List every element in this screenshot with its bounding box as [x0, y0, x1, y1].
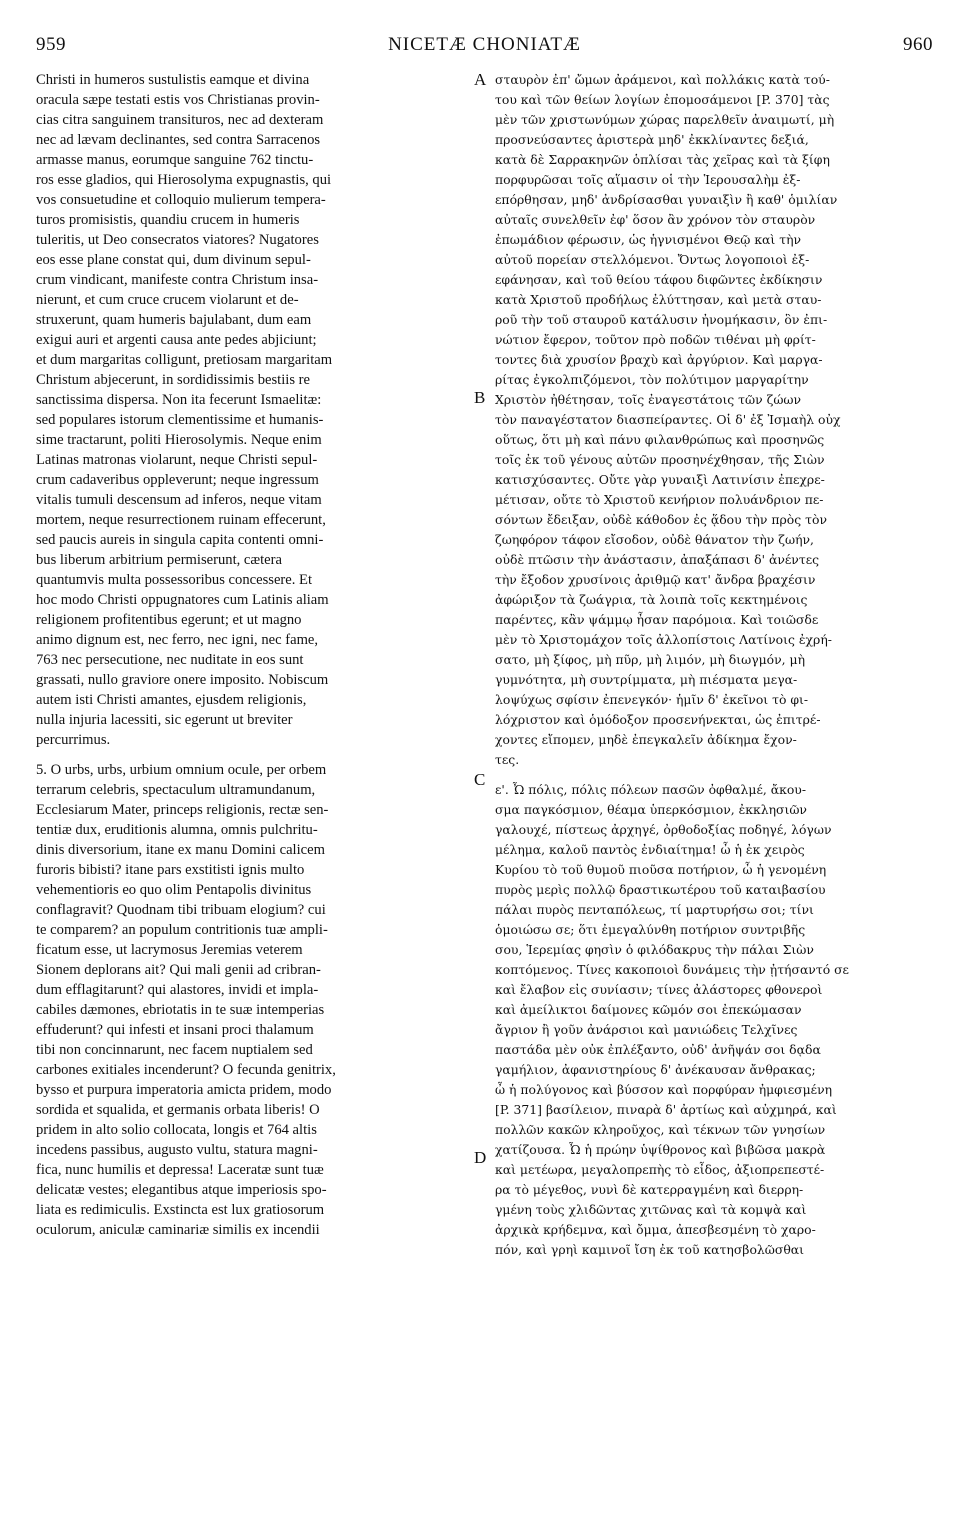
text-line: κατὰ Χριστοῦ προδήλως ἐλύττησαν, καὶ μετὰ σταυ- — [495, 292, 822, 307]
text-line: κατισχύσαντες. Οὔτε γὰρ γυναιξὶ Λατινίσιν ἐπεχρε- — [495, 472, 825, 487]
text-line: 763 nec persecutione, nec nuditate in eos sunt — [36, 652, 304, 668]
text-line: te comparem? an populum contritionis tuæ ampli- — [36, 922, 328, 938]
text-line: terrarum celebris, spectaculum ultramundanum, — [36, 782, 316, 798]
text-line: ἐπωμάδιον φέρωσιν, ὡς ἡγνισμένοι Θεῷ καὶ τὴν — [495, 232, 802, 247]
text-line: sed populares istorum clementissime et humanis- — [36, 412, 324, 428]
text-line: delicatæ vestes; elegantibus atque imperiosis spo- — [36, 1182, 327, 1198]
text-line: pridem in alto solio collocata, longis et 764 altis — [36, 1122, 317, 1138]
text-line: Christum abjecerunt, in sordidissimis bestiis re — [36, 372, 311, 388]
text-line: hoc modo Christi oppugnatores cum Latinis aliam — [36, 592, 329, 608]
text-line: cias citra sanguinem transituros, nec ad dexteram — [36, 112, 324, 128]
text-line: εφάνησαν, καὶ τοῦ θείου τάφου διφῶντες ἐκδίκησιν — [495, 272, 823, 287]
text-line: αὐτοῦ πορείαν στελλόμενοι. Ὄντως λογοποιοὶ ἐξ- — [495, 252, 810, 267]
text-line: conflagravit? Quodnam tibi tribuam elogium? cui — [36, 902, 326, 918]
text-line: λόχριστον καὶ ὁμόδοξον προσενήνεκται, ὡς ἐπιτρέ- — [495, 712, 821, 727]
text-line: γμένη τοὺς χλιδῶντας χιτῶνας καὶ τὰ κομψὰ καὶ — [495, 1202, 807, 1217]
text-line: exigui auri et argenti causa ante pedes abjiciunt; — [36, 332, 317, 348]
text-line: οὕτως, ὅτι μὴ καὶ πάνυ φιλανθρώπως καὶ προσηνῶς — [495, 432, 825, 447]
text-line: σου, Ἱερεμίας φησὶν ὁ φιλόδακρυς τὴν πάλαι Σιὼν — [495, 942, 814, 957]
text-line: Ecclesiarum Mater, princeps religionis, rectæ sen- — [36, 802, 329, 818]
text-line: animo dignum est, nec ferro, nec igni, nec fame, — [36, 632, 319, 648]
text-line: τὸν παναγέστατον διασπείραντες. Οἱ δ' ἐξ Ἰσμαὴλ οὐχ — [495, 412, 841, 427]
text-line: πάλαι πυρὸς πενταπόλεως, τί μαρτυρήσω σοι; τίνι — [495, 902, 814, 917]
text-line: μέτισαν, οὔτε τὸ Χριστοῦ κενήριον πολυάνδριον πε- — [495, 492, 824, 507]
text-line: bus liberum arbitrium permiserunt, cætera — [36, 552, 282, 568]
greek-section-5 — [495, 780, 935, 1260]
text-line: et dum margaritas colligunt, pretiosam margaritam — [36, 352, 333, 368]
text-line: turos promisistis, quandiu crucem in humeris — [36, 212, 300, 228]
text-line: percurrimus. — [36, 732, 111, 748]
text-line: πυρὸς μερὶς πολλῷ δραστικωτέρου τοῦ καταιβασίου — [495, 882, 826, 897]
text-line: μὲν τῶν χριστωνύμων χώρας παρελθεῖν ἀναιμωτί, μὴ — [495, 112, 835, 127]
column-marker-a: A — [474, 70, 487, 89]
text-line: grassati, nullo graviore onere imposito. Nobiscum — [36, 672, 329, 688]
page-number-left: 959 — [36, 34, 66, 55]
text-line: προσνεύσαντες ἀριστερὰ μηδ' ἐκκλίναντες δεξιά, — [495, 132, 809, 147]
text-line: επόρθησαν, μηδ' ἀνδρίσασθαι γυναιξὶν ἢ καθ' ὁμιλίαν — [495, 192, 838, 207]
text-line: vos consuetudine et colloquio mulierum tempera- — [36, 192, 326, 208]
text-line: ζωηφόρον τάφον εἴσοδον, οὐδὲ θάνατον τὴν ζωήν, — [495, 532, 814, 547]
text-line: oculorum, aniculæ caminariæ similis ex incendii — [36, 1222, 320, 1238]
text-line: τες. — [495, 752, 520, 767]
text-line: οὐδὲ πτῶσιν τὴν ἀνάστασιν, ἀπαξάπασι δ' ἀνέντες — [495, 552, 820, 567]
text-line: γυμνότητα, μὴ συντρίμματα, μὴ πιέσματα μεγα- — [495, 672, 798, 687]
text-line: nierunt, et cum cruce crucem violarunt et de- — [36, 292, 299, 308]
text-line: αὐταῖς συνελθεῖν ἐφ' ὅσον ἂν χρόνον τὸν σταυρὸν — [495, 212, 816, 227]
text-line: ρα τὸ μέγεθος, νυνὶ δὲ κατερραγμένη καὶ διερρη- — [495, 1182, 804, 1197]
text-line: tentiæ dux, eruditionis alumna, omnis pulchritu- — [36, 822, 318, 838]
text-line: effuderunt? qui infesti et insani proci thalamum — [36, 1022, 314, 1038]
text-line: γαμήλιον, ἀφανιστηρίους δ' ἀνέκαυσαν ἄνθρακας; — [495, 1062, 816, 1077]
text-line: sed paucis aureis in singula capita contenti omni- — [36, 532, 324, 548]
text-line: Latinas matronas violarunt, neque Christi sepul- — [36, 452, 318, 468]
text-line: oracula sæpe testati estis vos Christianas provin- — [36, 92, 320, 108]
text-line: struxerunt, quam humeris bajulabant, dum eam — [36, 312, 312, 328]
text-line: γαλουχέ, πίστεως ἀρχηγέ, ὀρθοδοξίας ποδηγέ, λόγων — [495, 822, 832, 837]
text-line: χοντες εἴπομεν, μηδὲ ἐπεγκαλεῖν ἀδίκημα ἔχον- — [495, 732, 797, 747]
page-header — [36, 34, 933, 64]
text-line: ὦ ἡ πολύγονος καὶ βύσσον καὶ πορφύραν ἠμφιεσμένη — [495, 1082, 833, 1097]
text-line: πολλῶν κακῶν κληροῦχος, καὶ τέκνων τῶν γνησίων — [495, 1122, 826, 1137]
text-line: τοντες διὰ χρυσίον βραχὺ καὶ ἀργύριον. Καὶ μαργα- — [495, 352, 823, 367]
text-line: nulla injuria lacessiti, sic egerunt ut breviter — [36, 712, 293, 728]
latin-top-paragraph — [36, 70, 470, 750]
text-line: fica, nunc humilis et depressa! Laceratæ sunt tuæ — [36, 1162, 324, 1178]
text-line: armasse manus, eorumque sanguine 762 tinctu- — [36, 152, 314, 168]
text-line: ε'. Ὦ πόλις, πόλις πόλεων πασῶν ὀφθαλμέ, ἄκου- — [495, 782, 807, 797]
text-line: πόν, καὶ γρηὶ καμινοῖ ἴση ἐκ τοῦ κατησβολῶσθαι — [495, 1242, 805, 1257]
text-line: ὁμοιώσω σε; ὅτι ἐμεγαλύνθη ποτήριον συντριβῆς — [495, 922, 806, 937]
text-line: σόντων ἔδειξαν, οὐδὲ κάθοδον ἐς ᾅδου τὴν πρὸς τὸν — [495, 512, 827, 527]
text-line: nec ad lævam declinantes, sed contra Sarracenos — [36, 132, 321, 148]
text-line: ros esse gladios, qui Hierosolyma expugnastis, qui — [36, 172, 332, 188]
text-line: tibi non concinnarunt, nec facem nuptialem sed — [36, 1042, 313, 1058]
text-line: μὲν τὸ Χριστομάχον τοῖς ἀλλοπίστοις Λατίνοις ἐχρή- — [495, 632, 832, 647]
text-line: sime tractarunt, politi Hierosolymis. Neque enim — [36, 432, 322, 448]
running-title: NICETÆ CHONIATÆ — [388, 34, 581, 55]
text-line: Sionem deplorans ait? Qui mali genii ad cribran- — [36, 962, 321, 978]
text-line: autem isti Christi amantes, ejusdem religionis, — [36, 692, 307, 708]
text-line: ficatum esse, ut lacrymosus Jeremias veterem — [36, 942, 303, 958]
text-line: furoris bibisti? itane pars exstitisti ignis multo — [36, 862, 305, 878]
text-line: ρίτας ἐγκολπιζόμενοι, τὸν πολύτιμον μαργαρίτην — [495, 372, 809, 387]
text-line: dinis diversorium, itane ex manu Domini calicem — [36, 842, 325, 858]
text-line: ἀφώριξον τὰ ζωάγρια, τὰ λοιπὰ τοῖς κεκτημένοις — [495, 592, 808, 607]
text-line: 5. O urbs, urbs, urbium omnium ocule, per orbem — [36, 762, 327, 778]
text-line: Κυρίου τὸ τοῦ θυμοῦ πιοῦσα ποτήριον, ὦ ἡ γενομένη — [495, 862, 827, 877]
text-line: quantumvis multa possessoribus concessere. Et — [36, 572, 313, 588]
text-line: religionem profitentibus egerunt; et ut magno — [36, 612, 302, 628]
text-line: mortem, neque resurrectionem ruinam effecerunt, — [36, 512, 326, 528]
text-line: νώτιον ἔφερον, τοῦτον πρὸ ποδῶν τιθέναι μὴ φρίτ- — [495, 332, 816, 347]
text-line: τὴν ἔξοδον χρυσίνοις ἀριθμῷ κατ' ἄνδρα βραχέσιν — [495, 572, 816, 587]
greek-top-paragraph — [495, 70, 935, 770]
text-line: [P. 371] βασίλειον, πιναρὰ δ' ἀρτίως καὶ αὐχμηρά, καὶ — [495, 1102, 837, 1117]
text-line: καὶ μετέωρα, μεγαλοπρεπὴς τὸ εἶδος, ἀξιοπρεπεστέ- — [495, 1162, 825, 1177]
text-line: crum cadaveribus oppleverunt; neque ingressum — [36, 472, 319, 488]
text-line: καὶ ἔλαβον εἰς συνίασιν; τίνες ἀλάστορες φθονεροὶ — [495, 982, 823, 997]
text-line: Χριστὸν ἠθέτησαν, τοῖς ἐναγεστάτοις τῶν ζώων — [495, 392, 802, 407]
text-line: κοπτόμενος. Τίνες κακοποιοὶ δυνάμεις τὴν ᾐτήσαντό σε — [495, 962, 849, 977]
text-line: sanctissima dispersa. Non ita fecerunt Ismaelitæ: — [36, 392, 322, 408]
text-line: cabiles dæmones, ebriotatis in te suæ intemperias — [36, 1002, 325, 1018]
text-line: σατο, μὴ ξίφος, μὴ πῦρ, μὴ λιμόν, μὴ διωγμόν, μὴ — [495, 652, 806, 667]
column-marker-c: C — [474, 770, 486, 789]
latin-section-5 — [36, 760, 470, 1240]
text-line: ροῦ τὴν τοῦ σταυροῦ κατάλυσιν ἠνομήκασιν, ὃν ἐπι- — [495, 312, 828, 327]
text-line: χατίζουσα. Ὦ ἡ πρώην ὑψίθρονος καὶ βιβῶσα μακρὰ — [495, 1142, 826, 1157]
text-line: σταυρὸν ἐπ' ὤμων ἀράμενοι, καὶ πολλάκις κατὰ τού- — [495, 72, 830, 87]
text-line: λοψύχως σφίσιν ἐπενεγκόν· ἡμῖν δ' ἐκεῖνοι τὸ φι- — [495, 692, 809, 707]
text-line: eos esse plane constat qui, dum divinum sepul- — [36, 252, 311, 268]
text-line: πορφυρῶσαι τοῖς αἵμασιν οἱ τὴν Ἱερουσαλὴμ ἐξ- — [495, 172, 801, 187]
text-line: crum vindicant, manifeste contra Christum insa- — [36, 272, 319, 288]
text-line: παστάδα μὲν οὐκ ἐπλέξαντο, οὐδ' ἀνῆψάν σοι δᾳδα — [495, 1042, 821, 1057]
text-line: ἄγριον ἢ γοῦν ἀνάρσιοι καὶ μανιώδεις Τελχῖνες — [495, 1022, 798, 1037]
greek-column — [495, 70, 935, 1260]
text-line: incedens passibus, augusto vultu, statura magni- — [36, 1142, 318, 1158]
text-line: bysso et purpura imperatoria amicta pridem, modo — [36, 1082, 332, 1098]
page-number-right: 960 — [903, 34, 933, 55]
text-line: μέλημα, καλοῦ παντὸς ἐνδιαίτημα! ὦ ἡ ἐκ χειρὸς — [495, 842, 805, 857]
text-line: sordida et squalida, et germanis orbata liberis! O — [36, 1102, 320, 1118]
column-marker-d: D — [474, 1148, 487, 1167]
text-line: vitalis tumuli descensum ad inferos, neque vitam — [36, 492, 322, 508]
text-line: vehementioris eo quo olim Pentapolis divinitus — [36, 882, 312, 898]
column-marker-b: B — [474, 388, 486, 407]
text-line: σμα παγκόσμιον, θέαμα ὑπερκόσμιον, ἐκκλησιῶν — [495, 802, 807, 817]
text-line: καὶ ἀμείλικτοι δαίμονες κῶμόν σοι ἐπεκώμασαν — [495, 1002, 802, 1017]
text-line: liata es redimiculis. Exstincta est lux gratiosorum — [36, 1202, 325, 1218]
text-line: κατὰ δὲ Σαρρακηνῶν ὁπλίσαι τὰς χεῖρας καὶ τὰ ξίφη — [495, 152, 830, 167]
text-line: Christi in humeros sustulistis eamque et divina — [36, 72, 310, 88]
text-line: του καὶ τῶν θείων λογίων ἐπομοσάμενοι [P. 370] τὰς — [495, 92, 830, 107]
text-line: tuleritis, ut Deo consecratos viatores? Nugatores — [36, 232, 319, 248]
text-line: τοῖς ἐκ τοῦ γένους αὐτῶν προσηνέχθησαν, τῆς Σιὼν — [495, 452, 825, 467]
text-line: παρέντες, κἂν ψάμμῳ ἦσαν παρόμοια. Καὶ τοιῶσδε — [495, 612, 819, 627]
text-line: carbones exitiales incenderunt? O fecunda genitrix, — [36, 1062, 336, 1078]
latin-column — [36, 70, 470, 1240]
text-line: dum efflagitarunt? qui alastores, invidi et impla- — [36, 982, 319, 998]
text-line: ἀρχικὰ κρήδεμνα, καὶ ὄμμα, ἀπεσβεσμένη τὸ χαρο- — [495, 1222, 816, 1237]
